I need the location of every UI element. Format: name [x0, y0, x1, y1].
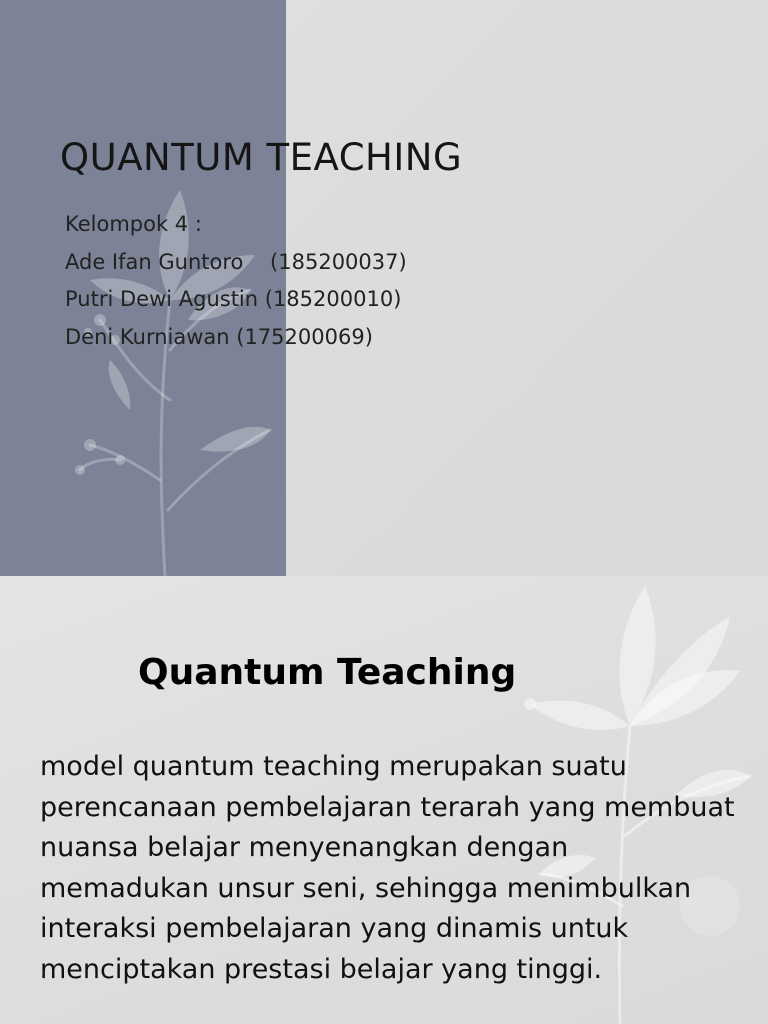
member-item: Putri Dewi Agustin (185200010) — [65, 287, 402, 311]
group-member-list — [65, 206, 407, 356]
body-paragraph: model quantum teaching merupakan suatu perencanaan pembelajaran terarah yang membuat nuansa belajar menyenangkan dengan memadukan unsur seni, sehingga menimbulkan interaksi pembelajaran yang dinamis untuk menciptakan prestasi belajar yang tinggi. — [40, 751, 735, 985]
slide-title: QUANTUM TEACHING — [60, 136, 463, 179]
section-heading: Quantum Teaching — [138, 652, 517, 693]
group-label: Kelompok 4 : — [65, 212, 202, 236]
member-item: Ade Ifan Guntoro (185200037) — [65, 249, 407, 274]
member-item: Deni Kurniawan (175200069) — [65, 324, 373, 349]
slide-2 — [0, 576, 768, 1024]
